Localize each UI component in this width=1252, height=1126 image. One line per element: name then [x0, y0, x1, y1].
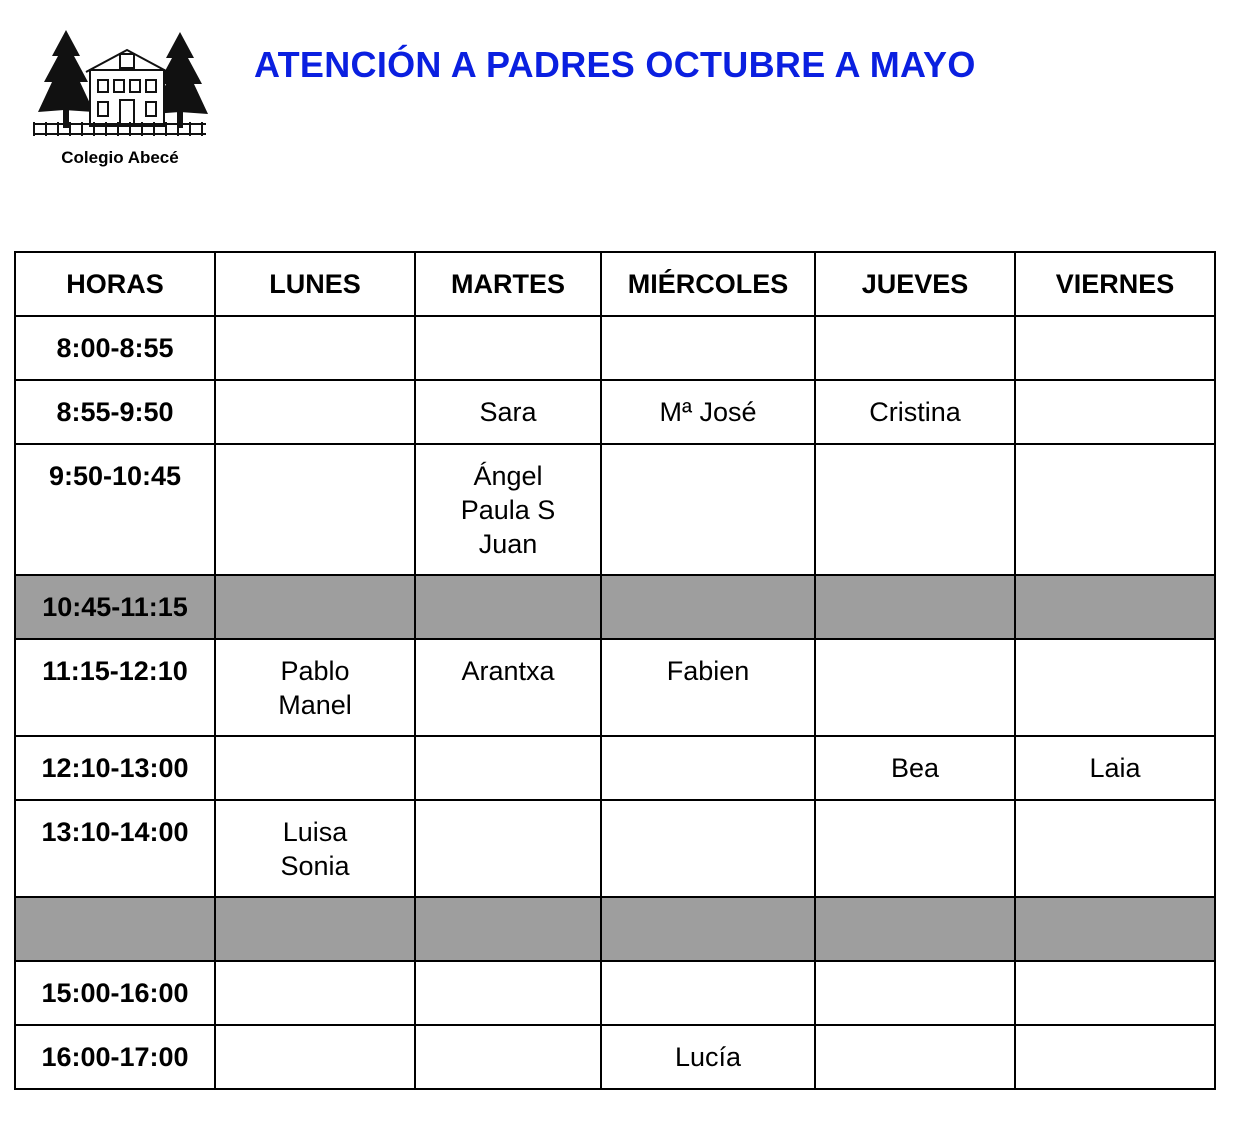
header-row: [15, 252, 1215, 316]
column-header-horas: HORAS: [15, 252, 215, 316]
cell-martes: [415, 316, 601, 380]
column-header-viernes: VIERNES: [1015, 252, 1215, 316]
cell-lunes: [215, 1025, 415, 1089]
teacher-name: Bea: [890, 753, 940, 783]
cell-martes: [415, 1025, 601, 1089]
hour-label: 8:00-8:55: [56, 333, 174, 363]
cell-martes: [415, 575, 601, 639]
cell-martes: [415, 444, 601, 575]
table-row: [15, 736, 1215, 800]
teacher-name: Luisa: [282, 817, 348, 847]
cell-viernes: [1015, 736, 1215, 800]
cell-lunes: [215, 444, 415, 575]
cell-miercoles: [601, 639, 815, 736]
column-header-martes: MARTES: [415, 252, 601, 316]
teacher-name: Fabien: [666, 656, 750, 686]
hour-label: 15:00-16:00: [41, 978, 189, 1008]
cell-jueves: [815, 961, 1015, 1025]
hour-cell: [15, 800, 215, 897]
column-header-lunes: LUNES: [215, 252, 415, 316]
table-row: [15, 316, 1215, 380]
cell-miercoles: [601, 1025, 815, 1089]
teacher-name: Mª José: [659, 397, 757, 427]
logo-caption: Colegio Abecé: [61, 148, 179, 167]
teacher-name: Cristina: [869, 397, 961, 427]
cell-miercoles: [601, 897, 815, 961]
hour-label: 9:50-10:45: [48, 461, 182, 491]
cell-miercoles: [601, 380, 815, 444]
hour-label: 8:55-9:50: [56, 397, 174, 427]
break-row: [15, 575, 1215, 639]
cell-lunes: [215, 736, 415, 800]
cell-martes: [415, 897, 601, 961]
cell-miercoles: [601, 736, 815, 800]
cell-viernes: [1015, 1025, 1215, 1089]
cell-viernes: [1015, 444, 1215, 575]
hour-cell: [15, 444, 215, 575]
cell-viernes: [1015, 316, 1215, 380]
break-row: [15, 897, 1215, 961]
cell-jueves: [815, 444, 1015, 575]
cell-lunes: [215, 380, 415, 444]
teacher-name: Sonia: [280, 851, 350, 881]
cell-martes: [415, 736, 601, 800]
cell-lunes: [215, 897, 415, 961]
cell-jueves: [815, 1025, 1015, 1089]
teacher-name: Paula S: [460, 495, 556, 525]
page-title: ATENCIÓN A PADRES OCTUBRE A MAYO: [254, 44, 976, 85]
cell-miercoles: [601, 444, 815, 575]
cell-lunes: [215, 800, 415, 897]
cell-lunes: [215, 961, 415, 1025]
cell-jueves: [815, 736, 1015, 800]
schedule-table: [14, 251, 1216, 1090]
cell-jueves: [815, 800, 1015, 897]
teacher-name: Laia: [1089, 753, 1141, 783]
cell-jueves: [815, 639, 1015, 736]
schedule-body: [15, 316, 1215, 1089]
hour-cell: [15, 380, 215, 444]
teacher-name: Pablo: [280, 656, 350, 686]
hour-cell: [15, 736, 215, 800]
cell-miercoles: [601, 800, 815, 897]
cell-viernes: [1015, 639, 1215, 736]
cell-jueves: [815, 316, 1015, 380]
cell-lunes: [215, 316, 415, 380]
cell-jueves: [815, 897, 1015, 961]
hour-cell: [15, 575, 215, 639]
cell-jueves: [815, 575, 1015, 639]
hour-label: 13:10-14:00: [41, 817, 189, 847]
cell-miercoles: [601, 961, 815, 1025]
hour-cell: [15, 1025, 215, 1089]
teacher-name: Juan: [478, 529, 538, 559]
cell-viernes: [1015, 380, 1215, 444]
hour-cell: [15, 897, 215, 961]
hour-label: 11:15-12:10: [42, 656, 188, 686]
cell-viernes: [1015, 961, 1215, 1025]
teacher-name: Sara: [479, 397, 537, 427]
hour-cell: [15, 961, 215, 1025]
cell-lunes: [215, 639, 415, 736]
column-header-jueves: JUEVES: [815, 252, 1015, 316]
table-row: [15, 639, 1215, 736]
cell-martes: [415, 380, 601, 444]
teacher-name: Ángel: [473, 461, 543, 491]
cell-miercoles: [601, 575, 815, 639]
cell-martes: [415, 639, 601, 736]
table-row: [15, 961, 1215, 1025]
cell-martes: [415, 961, 601, 1025]
cell-martes: [415, 800, 601, 897]
cell-lunes: [215, 575, 415, 639]
teacher-name: Lucía: [674, 1042, 742, 1072]
hour-cell: [15, 316, 215, 380]
table-row: [15, 1025, 1215, 1089]
table-row: [15, 800, 1215, 897]
hour-cell: [15, 639, 215, 736]
table-row: [15, 444, 1215, 575]
teacher-name: Manel: [278, 690, 352, 720]
cell-miercoles: [601, 316, 815, 380]
hour-label: [16, 898, 214, 912]
cell-viernes: [1015, 897, 1215, 961]
school-building-icon: [30, 26, 210, 146]
hour-label: 12:10-13:00: [41, 753, 189, 783]
cell-viernes: [1015, 800, 1215, 897]
hour-label: 16:00-17:00: [41, 1042, 189, 1072]
cell-jueves: [815, 380, 1015, 444]
hour-label: 10:45-11:15: [42, 592, 188, 622]
column-header-miercoles: MIÉRCOLES: [601, 252, 815, 316]
teacher-name: Arantxa: [461, 656, 555, 686]
table-row: [15, 380, 1215, 444]
cell-viernes: [1015, 575, 1215, 639]
school-logo: [30, 26, 215, 176]
